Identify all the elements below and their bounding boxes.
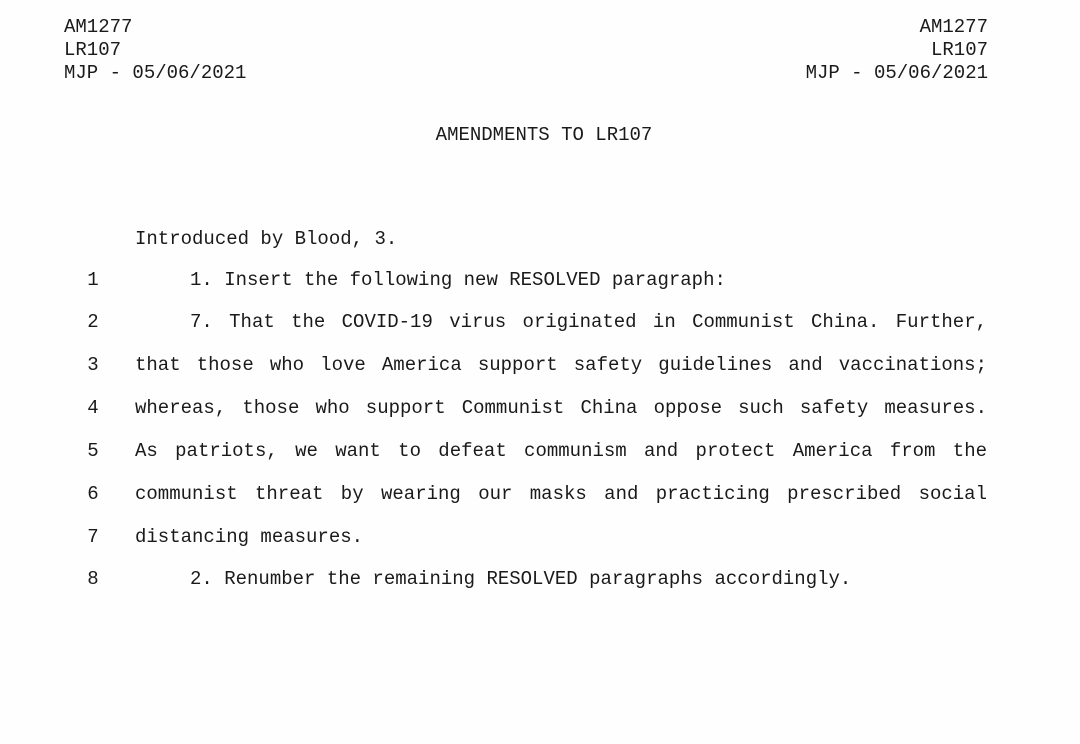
line-number: 3 xyxy=(87,354,99,376)
document-title: AMENDMENTS TO LR107 xyxy=(435,124,653,146)
amendment-number: AM1277 xyxy=(64,16,133,38)
numbered-line xyxy=(0,526,1080,550)
numbered-line xyxy=(0,354,1080,378)
line-text: 2. Renumber the remaining RESOLVED paragraphs accordingly. xyxy=(190,568,852,590)
line-number: 8 xyxy=(87,568,99,590)
numbered-line xyxy=(0,568,1080,592)
line-number: 7 xyxy=(87,526,99,548)
line-text: distancing measures. xyxy=(135,526,364,548)
numbered-line xyxy=(0,397,1080,421)
drafter-date: MJP - 05/06/2021 xyxy=(805,62,988,84)
header-left xyxy=(64,16,246,85)
introduced-by: Introduced by Blood, 3. xyxy=(135,228,398,250)
resolution-number: LR107 xyxy=(930,39,988,61)
line-number: 5 xyxy=(87,440,99,462)
line-text: communist threat by wearing our masks and practicing prescribed social xyxy=(135,483,987,505)
line-text: that those who love America support safety guidelines and vaccinations; xyxy=(135,354,987,376)
resolution-number: LR107 xyxy=(64,39,122,61)
line-text: 7. That the COVID-19 virus originated in Communist China. Further, xyxy=(190,311,987,333)
numbered-line xyxy=(0,483,1080,507)
numbered-line xyxy=(0,269,1080,293)
line-number: 4 xyxy=(87,397,99,419)
line-number: 6 xyxy=(87,483,99,505)
drafter-date: MJP - 05/06/2021 xyxy=(64,62,247,84)
numbered-line xyxy=(0,311,1080,335)
line-text: As patriots, we want to defeat communism and protect America from the xyxy=(135,440,987,462)
numbered-line xyxy=(0,440,1080,464)
line-text: 1. Insert the following new RESOLVED paragraph: xyxy=(190,269,726,291)
header-right xyxy=(806,16,988,85)
line-text: whereas, those who support Communist China oppose such safety measures. xyxy=(135,397,987,419)
amendment-number: AM1277 xyxy=(919,16,988,38)
line-number: 2 xyxy=(87,311,99,333)
line-number: 1 xyxy=(87,269,99,291)
